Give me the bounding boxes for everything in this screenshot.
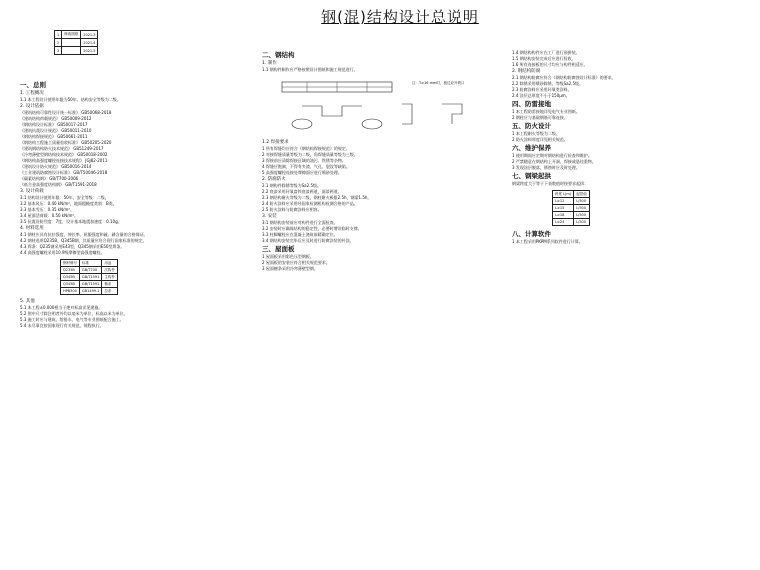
text-block: [512, 153, 748, 171]
table-cell: 用途: [102, 260, 118, 267]
table-cell: GB1499.1: [80, 288, 102, 295]
table-cell: Q345B: [61, 281, 80, 288]
text-line: 2.1 钢构件除锈等级为Sa2.5级。: [262, 183, 321, 188]
revision-table: [54, 30, 98, 55]
text-block: [262, 183, 502, 213]
text-line: 4 焊缝应饱满，不得有夹渣、气孔、裂纹等缺陷。: [262, 164, 350, 169]
table-cell: L/500: [574, 198, 590, 205]
text-line: 3.5 抗震设防烈度：7度，设计基本地震加速度：0.10g。: [20, 219, 122, 224]
text-line: 1 本工程耐火等级为二级。: [512, 131, 560, 136]
text-block: [20, 110, 250, 188]
text-line: 3.2 安装时应确保结构的稳定性，必要时增设临时支撑。: [262, 226, 362, 231]
text-line: 1.4 钢结构构件应在工厂进行预拼装。: [512, 50, 580, 55]
text-line: 4.1 钢材应具有抗拉强度、伸长率、屈服强度和硫、磷含量的合格保证。: [20, 232, 148, 237]
text-line: 钢梁跨度大于等于下表数值时按要求起拱：: [512, 181, 588, 186]
table-cell: 3: [55, 47, 62, 55]
text-line: 5 高强度螺栓连接处摩擦面应进行喷砂处理。: [262, 170, 342, 175]
table-cell: Q235B: [61, 267, 80, 274]
text-block: [20, 305, 250, 329]
text-line: 3.4 屋面活荷载：0.50 kN/m²。: [20, 213, 78, 218]
table-cell: L/500: [574, 219, 590, 226]
table-cell: Q345B: [61, 274, 80, 281]
text-line: 2.2 除锈采用喷砂除锈，等级Sa2.5级。: [512, 81, 583, 86]
text-line: 1 屋面板采用彩色压型钢板。: [262, 254, 314, 259]
text-line: 《建筑设计防火规范》 GB50016-2014: [20, 164, 92, 169]
text-line: 《冷弯薄壁型钢结构技术规范》 GB50018-2002: [20, 152, 108, 157]
text-line: 《建筑结构荷载规范》 GB50009-2012: [20, 116, 92, 121]
table-cell: 标准: [80, 260, 102, 267]
table-cell: [62, 47, 81, 55]
section-title: 1.2 焊接要求: [262, 140, 289, 145]
weld-detail-svg: [262, 76, 502, 136]
table-cell: L≥12: [553, 198, 574, 205]
text-line: 3.2 基本风压：0.40 kN/m²，地面粗糙度类别：B类。: [20, 201, 117, 206]
text-block: [20, 232, 250, 256]
table-row: [61, 281, 118, 288]
text-block: [512, 131, 748, 143]
table-cell: 主构件: [102, 274, 118, 281]
table-cell: GB/T700: [80, 267, 102, 274]
section-title: 3. 设计荷载: [20, 189, 44, 194]
table-cell: 跨度 L(m): [553, 191, 574, 198]
table-row: [55, 47, 98, 55]
table-cell: 2021.5: [81, 47, 98, 55]
camber-table: [552, 190, 590, 226]
section-heading: 三、屋面板: [262, 245, 295, 253]
text-line: 2 防火涂料厚度详见相关规范。: [512, 137, 568, 142]
text-line: 1.1 钢构件制作应严格按照设计图纸和施工规范进行。: [262, 67, 358, 72]
section-heading: 七、钢梁起拱: [512, 172, 551, 180]
table-row: [553, 191, 590, 198]
section-title: 2. 钢结构防腐: [512, 69, 541, 74]
text-line: 3 屋面檩条采用冷弯薄壁型钢。: [262, 266, 318, 271]
text-line: 《钢结构设计标准》 GB50017-2017: [20, 122, 88, 127]
table-cell: L/500: [574, 205, 590, 212]
section-title: 2. 防腐防火: [262, 177, 286, 182]
text-line: 1.5 钢结构安装完成后应进行验收。: [512, 56, 576, 61]
text-line: 5.4 未尽事宜按国家现行有关规范、规程执行。: [20, 323, 104, 328]
text-line: 2 严禁随意在钢结构上开洞、焊接或悬挂重物。: [512, 159, 596, 164]
text-block: [20, 195, 250, 225]
text-block: [262, 254, 502, 272]
table-row: [61, 274, 118, 281]
text-line: 3.1 结构设计使用年限：50年，安全等级：二级。: [20, 195, 109, 200]
text-line: 3.3 柱脚螺栓应在混凝土浇筑前精确定位。: [262, 232, 338, 237]
table-row: [61, 267, 118, 274]
text-line: 3.1 钢结构安装前应对构件进行全面检查。: [262, 220, 338, 225]
text-line: 1 本工程采用PKPM系列软件进行计算。: [512, 239, 583, 244]
text-line: 2.3 防腐涂料应采用环氧类涂料。: [512, 87, 572, 92]
text-block: [512, 50, 748, 68]
section-title: 3. 安装: [262, 214, 277, 219]
table-cell: GB/T1591: [80, 274, 102, 281]
text-line: 5.1 本工程±0.000相当于绝对标高详见建施。: [20, 305, 103, 310]
text-line: 2.5 防火涂料与防腐涂料应相容。: [262, 207, 322, 212]
table-cell: 次构件: [102, 267, 118, 274]
text-line: 《碳素结构钢》 GB/T700-2006: [20, 176, 79, 181]
text-line: 1 所有焊缝均应符合《钢结构焊接规范》的规定。: [262, 146, 350, 151]
table-cell: L≥15: [553, 205, 574, 212]
section-title: 4. 材料选用: [20, 226, 44, 231]
text-line: 4.2 钢材选用Q235B、Q345B钢，其质量应符合现行国家标准的规定。: [20, 238, 147, 243]
text-line: 1.1 本工程设计使用年限为50年，结构安全等级为二级。: [20, 97, 121, 102]
table-row: [61, 260, 118, 267]
table-cell: 2021.4: [81, 39, 98, 47]
section-title: 5. 其他: [20, 299, 35, 304]
text-line: 1.6 所有连接板的尺寸均应与构件相适应。: [512, 62, 588, 67]
page-title: 钢(混)结构设计总说明: [321, 8, 479, 26]
text-line: 1 本工程防雷接地详见电气专业图纸。: [512, 109, 580, 114]
text-line: 2.2 底漆采用环氧富锌底漆两道，面漆两道。: [262, 189, 342, 194]
text-line: 《建筑抗震设计规范》 GB50011-2010: [20, 128, 92, 133]
table-cell: 起拱值: [574, 191, 590, 198]
text-line: 《钢结构高强度螺栓连接技术规程》 JGJ82-2011: [20, 158, 108, 163]
table-row: [553, 205, 590, 212]
text-line: 2 对接焊缝质量等级为二级，角焊缝质量等级为三级。: [262, 152, 358, 157]
text-block: [512, 109, 748, 121]
text-line: 3.4 钢结构安装完毕后应及时进行防腐涂装的补涂。: [262, 238, 354, 243]
text-block: [512, 75, 748, 99]
text-block: [262, 220, 502, 244]
section-heading: 二、钢结构: [262, 51, 295, 59]
table-cell: 修改图纸: [62, 31, 81, 39]
section-heading: 一、总则: [20, 81, 46, 89]
section-title: 1. 工程概况: [20, 91, 44, 96]
text-line: 5.3 施工时应与建筑、给排水、电气等专业图纸配合施工。: [20, 317, 124, 322]
text-line: 《钢结构工程施工质量验收标准》 GB50205-2020: [20, 140, 112, 145]
text-line: 3.3 基本雪压：0.35 kN/m²。: [20, 207, 74, 212]
text-line: 2.4 涂层总厚度不小于150μm。: [512, 93, 570, 98]
detail-note: 注：T≥16 mm时，板边应开坡口: [412, 81, 465, 85]
text-line: 4.4 高强度螺栓采用10.9级摩擦型高强度螺栓。: [20, 250, 105, 255]
weld-detail-drawing: [262, 76, 502, 136]
text-line: 《建筑结构可靠性设计统一标准》 GB50068-2018: [20, 110, 112, 115]
section-heading: 八、计算软件: [512, 230, 551, 238]
text-line: 《低合金高强度结构钢》 GB/T1591-2018: [20, 182, 97, 187]
table-cell: 拉条: [102, 288, 118, 295]
section-title: 1. 制作: [262, 61, 277, 66]
table-cell: L≥24: [553, 219, 574, 226]
table-cell: 檩条: [102, 281, 118, 288]
text-line: 2 钢柱应与基础钢筋可靠连接。: [512, 115, 568, 120]
table-cell: 1: [55, 31, 62, 39]
text-line: 2 屋面板的安装应符合相关规范要求。: [262, 260, 330, 265]
table-cell: 2021.3: [81, 31, 98, 39]
text-line: 《钢结构焊接规范》 GB50661-2011: [20, 134, 88, 139]
text-line: 5.2 图中尺寸除注明者外均以毫米为单位，标高以米为单位。: [20, 311, 128, 316]
text-block: [262, 146, 502, 176]
table-cell: L≥18: [553, 212, 574, 219]
table-row: [553, 212, 590, 219]
table-cell: 2: [55, 39, 62, 47]
text-line: 3 发现涂层脱落、锈蚀时应及时处理。: [512, 165, 580, 170]
text-line: 3 焊接前应清除焊接区域的油污、铁锈等杂物。: [262, 158, 346, 163]
text-line: 1 使用期间应定期对钢结构进行检查和维护。: [512, 153, 592, 158]
table-cell: 钢材牌号: [61, 260, 80, 267]
table-row: [553, 198, 590, 205]
text-line: 《工业建筑防腐蚀设计标准》 GB/T50046-2018: [20, 170, 108, 175]
text-line: 2.1 钢结构防腐应符合《钢结构防腐蚀设计标准》的要求。: [512, 75, 616, 80]
table-cell: L/500: [574, 212, 590, 219]
table-cell: HPB300: [61, 288, 80, 295]
table-row: [553, 219, 590, 226]
text-line: 2.3 钢结构耐火等级为二级，钢柱耐火极限2.5h，钢梁1.5h。: [262, 195, 372, 200]
column-steel: [262, 50, 502, 272]
section-heading: 六、维护保养: [512, 144, 551, 152]
section-heading: 五、防火设计: [512, 122, 551, 130]
table-cell: [62, 39, 81, 47]
material-table: [60, 259, 118, 295]
text-line: 《建筑钢结构防火技术规范》 GB51249-2017: [20, 146, 104, 151]
section-heading: 四、防雷接地: [512, 100, 551, 108]
column-protection: [512, 50, 748, 245]
text-line: 4.3 焊条：Q235钢采用E43型，Q345钢采用E50型焊条。: [20, 244, 125, 249]
text-line: 2.4 防火涂料应采用经国家检测机构检测合格的产品。: [262, 201, 358, 206]
column-general: [20, 80, 250, 329]
table-cell: GB/T1591: [80, 281, 102, 288]
section-title: 2. 设计依据: [20, 104, 44, 109]
table-row: [55, 31, 98, 39]
table-row: [61, 288, 118, 295]
table-row: [55, 39, 98, 47]
